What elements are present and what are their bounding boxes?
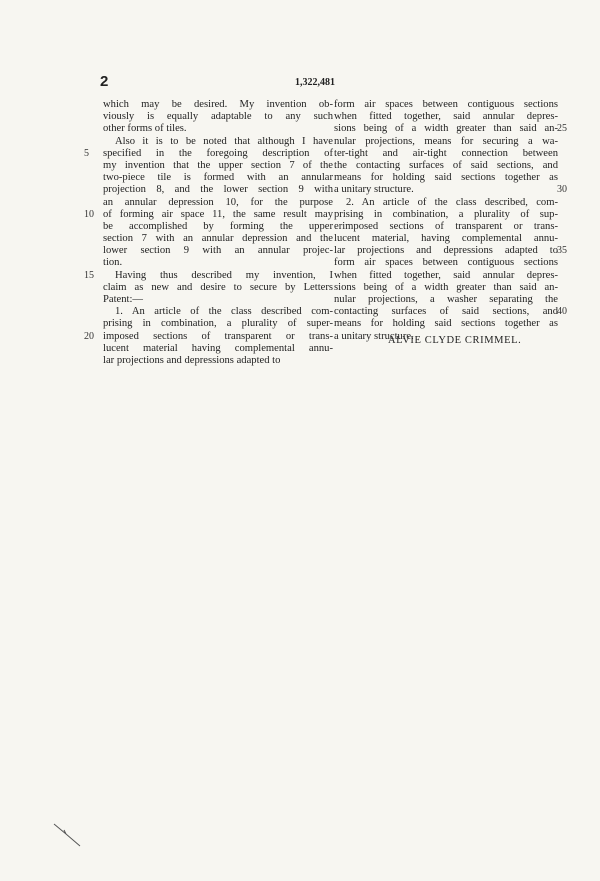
text-line: contacting surfaces of said sections, and (334, 306, 558, 318)
text-line: 1. An article of the class described com- (115, 306, 333, 318)
line-number: 35 (557, 245, 567, 257)
line-number: 20 (84, 330, 94, 342)
text-line: when fitted together, said annular depres- (334, 269, 558, 281)
scan-mark-decoration (52, 820, 92, 850)
text-line: form air spaces between contiguous sections (334, 257, 558, 269)
text-line: viously is equally adaptable to any such (103, 111, 333, 123)
line-number: 15 (84, 269, 94, 281)
text-line: means for holding said sections together as (334, 318, 558, 330)
text-line: when fitted together, said annular depres- (334, 111, 558, 123)
patent-number: 1,322,481 (295, 77, 335, 88)
text-line: lar projections and depressions adapted to (103, 354, 281, 366)
line-number: 10 (84, 208, 94, 220)
right-text-column (334, 99, 558, 343)
text-line: ter-tight and air-tight connection between (334, 147, 558, 159)
text-line: of forming air space 11, the same result may (103, 208, 333, 220)
text-line: prising in combination, a plurality of super- (103, 318, 333, 330)
text-line: Having thus described my invention, I (115, 269, 333, 281)
text-line: nular projections, means for securing a wa- (334, 135, 558, 147)
text-line: lower section 9 with an annular projec- (103, 245, 333, 257)
text-line: a unitary structure. (334, 184, 414, 196)
text-line: sions being of a width greater than said an- (334, 123, 558, 135)
text-line: means for holding said sections together as (334, 172, 558, 184)
text-line: Also it is to be noted that although I have (115, 135, 333, 147)
text-line: Patent:— (103, 294, 144, 305)
text-line: other forms of tiles. (103, 123, 187, 135)
text-line: two-piece tile is formed with an annular (103, 172, 333, 184)
text-line: nular projections, a washer separating the (334, 294, 558, 305)
text-line: erimposed sections of transparent or trans- (334, 220, 558, 232)
text-line: lar projections and depressions adapted to (334, 245, 558, 257)
text-line: sions being of a width greater than said an- (334, 281, 558, 293)
line-number: 5 (84, 147, 89, 159)
line-number: 40 (557, 306, 567, 318)
text-line: section 7 with an annular depression and the (103, 233, 333, 245)
inventor-signature: ALVIE CLYDE CRIMMEL. (388, 335, 522, 346)
text-line: lucent material having complemental annu- (103, 342, 333, 354)
left-text-column (103, 99, 333, 367)
text-line: form air spaces between contiguous sections (334, 99, 558, 110)
line-number: 25 (557, 123, 567, 135)
text-line: tion. (103, 257, 123, 269)
text-line: which may be desired. My invention ob- (103, 99, 333, 110)
text-line: the contacting surfaces of said sections, and (334, 159, 558, 171)
text-line: claim as new and desire to secure by Letters (103, 281, 333, 293)
text-line: lucent material, having complemental annu- (334, 233, 558, 245)
text-line: a unitary structure. (334, 330, 414, 342)
text-line: prising in combination, a plurality of sup- (334, 208, 558, 220)
page-number: 2 (100, 73, 109, 90)
text-line: specified in the foregoing description of (103, 147, 333, 159)
text-line: an annular depression 10, for the purpose (103, 196, 333, 208)
text-line: my invention that the upper section 7 of the (103, 159, 333, 171)
line-number: 30 (557, 184, 567, 196)
text-line: imposed sections of transparent or trans- (103, 330, 333, 342)
text-line: be accomplished by forming the upper (103, 220, 333, 232)
text-line: 2. An article of the class described, com- (346, 196, 558, 208)
text-line: projection 8, and the lower section 9 with (103, 184, 333, 196)
